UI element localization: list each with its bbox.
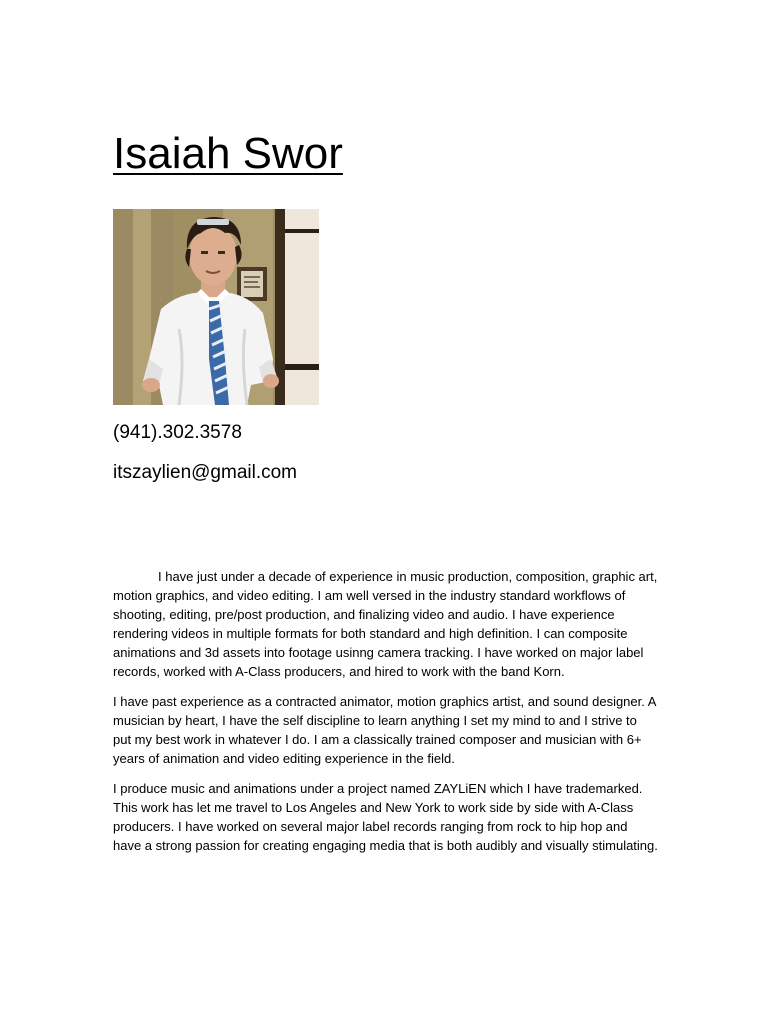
bio-section bbox=[113, 567, 658, 866]
bio-paragraph: I produce music and animations under a project named ZAYLiEN which I have trademarked. This work has let me travel to Los Angeles and New York to work side by side with A-Class producers. I have worked on several major label records ranging from rock to hip hop and have a strong passion for creating engaging media that is both audibly and visually stimulating. bbox=[113, 781, 658, 853]
bio-paragraph: I have just under a decade of experience in music production, composition, graphic art, motion graphics, and video editing. I am well versed in the industry standard workflows of shooting, editing, pre/post production, and finalizing video and audio. I have experience rendering videos in multiple formats for both standard and high definition. I can composite animations and 3d assets into footage usinng camera tracking. I have worked on major label records, worked with A-Class producers, and hired to work with the band Korn. bbox=[113, 569, 658, 679]
bio-paragraph: I have past experience as a contracted animator, motion graphics artist, and sound designer. A musician by heart, I have the self discipline to learn anything I set my mind to and I strive to put my best work in whatever I do. I am a classically trained composer and musician with 6+ years of animation and video editing experience in the field. bbox=[113, 694, 656, 766]
phone-number: (941).302.3578 bbox=[113, 422, 242, 443]
page-title: Isaiah Swor bbox=[113, 129, 343, 178]
profile-photo bbox=[113, 209, 319, 405]
email-address: itszaylien@gmail.com bbox=[113, 462, 298, 483]
